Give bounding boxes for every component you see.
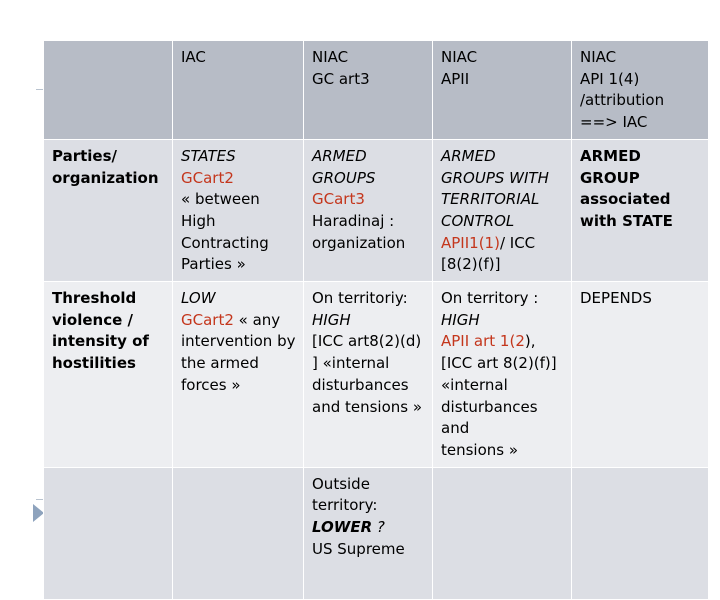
cell-text: intervention by — [181, 332, 296, 351]
header-niac-api14-line: /attribution — [580, 91, 665, 110]
header-niac-api14-line: ==> IAC — [580, 113, 648, 132]
cell-parties-niac-apii — [433, 139, 572, 281]
cell-text: « any — [233, 310, 281, 329]
row-label-line: Parties/ — [52, 146, 118, 165]
cell-text-line — [441, 331, 565, 353]
cell-text: [ICC art 8(2)(f)] — [441, 354, 557, 373]
cell-text-reference: GCart2 — [181, 168, 234, 187]
header-niac-apii-line: NIAC — [441, 48, 478, 66]
cell-text: ? — [372, 518, 385, 537]
header-iac-label: IAC — [181, 48, 206, 66]
cell-text: the armed — [181, 354, 259, 373]
header-niac-gc3-line: NIAC — [312, 48, 349, 66]
table-row-parties — [44, 139, 709, 281]
cell-outside-niac-api14 — [572, 467, 709, 599]
cell-text: STATES — [181, 146, 236, 165]
cell-outside-label — [44, 467, 173, 599]
cell-text: ] «internal — [312, 354, 390, 373]
cell-text: territory: — [312, 496, 378, 515]
cell-outside-niac-apii — [433, 467, 572, 599]
header-niac-gc3-line: GC art3 — [312, 69, 370, 88]
cell-text: GROUPS — [312, 168, 376, 187]
cell-text: GROUP — [580, 168, 640, 187]
cell-threshold-iac — [173, 282, 304, 468]
cell-text: / ICC — [499, 233, 536, 252]
cell-text: ARMED — [580, 146, 641, 165]
cell-outside-niac-gc3 — [304, 467, 433, 599]
cell-text: disturbances — [312, 375, 409, 394]
row-label-line: organization — [52, 168, 159, 187]
row-label-line: violence / — [52, 310, 133, 329]
cell-text: ARMED — [441, 146, 496, 165]
cell-text: [8(2)(f)] — [441, 255, 501, 274]
cell-text: associated — [580, 190, 671, 209]
cell-text: ARMED — [312, 146, 367, 165]
cell-text: Contracting — [181, 233, 269, 252]
cell-text-reference: GCart3 — [312, 190, 365, 209]
cell-text: LOW — [181, 289, 216, 308]
cell-text: [ICC art8(2)(d) — [312, 332, 422, 351]
row-label-threshold — [44, 282, 173, 468]
cell-parties-niac-gc3 — [304, 139, 433, 281]
header-niac-apii — [433, 41, 572, 140]
header-niac-gc3 — [304, 41, 433, 140]
cell-text: US Supreme — [312, 539, 405, 558]
table-row-threshold — [44, 282, 709, 468]
cell-text-line — [312, 517, 426, 539]
cell-threshold-niac-api14 — [572, 282, 709, 468]
cell-text: disturbances and — [441, 397, 538, 438]
cell-text-reference: GCart2 — [181, 310, 234, 329]
cell-parties-iac — [173, 139, 304, 281]
cell-text: GROUPS WITH — [441, 168, 549, 187]
cell-text: with STATE — [580, 211, 673, 230]
cell-text-line — [181, 310, 297, 332]
cell-text: organization — [312, 233, 406, 252]
cell-text: ), — [524, 332, 536, 351]
row-label-line: Threshold — [52, 289, 137, 308]
cell-text: On territoriy: — [312, 289, 408, 308]
header-niac-api14 — [572, 41, 709, 140]
header-row — [44, 41, 709, 140]
row-label-parties — [44, 139, 173, 281]
cell-threshold-niac-apii — [433, 282, 572, 468]
row-label-line: hostilities — [52, 354, 136, 373]
cell-parties-niac-api14 — [572, 139, 709, 281]
header-niac-apii-line: APII — [441, 69, 470, 88]
cell-text-emphasis: LOWER — [312, 518, 373, 537]
header-iac — [173, 41, 304, 140]
cell-text-line — [441, 233, 565, 255]
cell-text: tensions » — [441, 440, 519, 459]
header-blank-cell — [44, 41, 173, 140]
cell-text: Haradinaj : — [312, 211, 395, 230]
cell-text: Outside — [312, 474, 370, 493]
cell-text: and tensions » — [312, 397, 423, 416]
header-niac-api14-line: API 1(4) — [580, 69, 640, 88]
cell-text: DEPENDS — [580, 289, 652, 308]
cell-text: CONTROL — [441, 211, 515, 230]
row-label-line: intensity of — [52, 332, 149, 351]
cell-text: HIGH — [312, 310, 351, 329]
conflict-classification-table — [43, 40, 709, 600]
cell-text-reference: APII art 1(2 — [441, 332, 525, 351]
cell-text: TERRITORIAL — [441, 190, 540, 209]
cell-text: On territory : — [441, 289, 539, 308]
cell-threshold-niac-gc3 — [304, 282, 433, 468]
header-niac-api14-line: NIAC — [580, 48, 617, 66]
cell-text: HIGH — [441, 310, 480, 329]
cell-text: « between High — [181, 190, 260, 230]
cell-outside-iac — [173, 467, 304, 599]
cell-text: Parties » — [181, 255, 246, 274]
cell-text: forces » — [181, 375, 241, 394]
table-row-outside — [44, 467, 709, 599]
cell-text: «internal — [441, 375, 508, 394]
cell-text-reference: APII1(1) — [441, 233, 500, 252]
